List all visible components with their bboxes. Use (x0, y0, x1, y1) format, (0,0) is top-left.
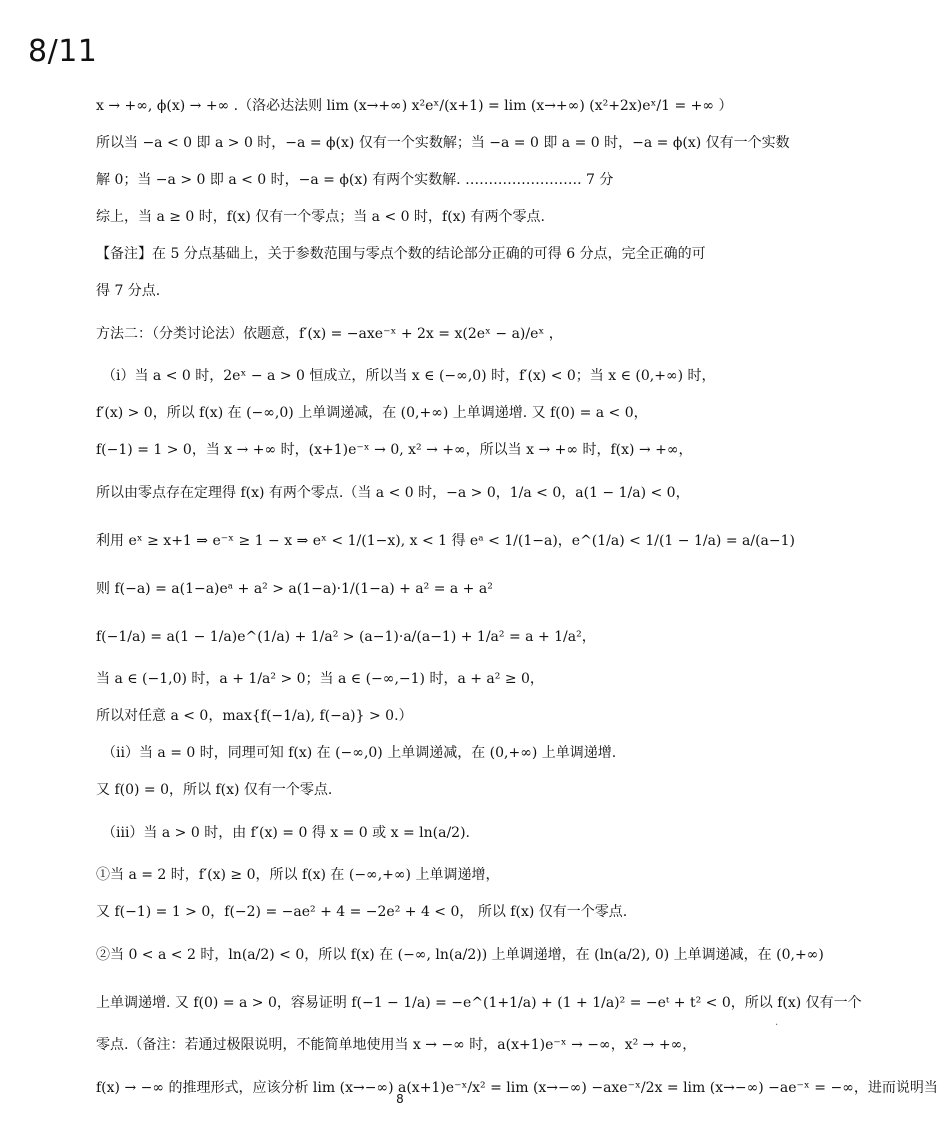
text-line: ②当 0 < a < 2 时，ln(a/2) < 0，所以 f(x) 在 (−∞, ln(a/2)) 上单调递增，在 (ln(a/2), 0) 上单调递减，在 (0,+∞) (96, 947, 824, 963)
text-line: f(x) → −∞ 的推理形式，应该分析 lim (x→−∞) a(x+1)e⁻ˣ/x² = lim (x→−∞) −axe⁻ˣ/2x = lim (x→−∞) −ae⁻ˣ = −∞，进而说明当 (96, 1080, 938, 1096)
text-line: 上单调递增. 又 f(0) = a > 0，容易证明 f(−1 − 1/a) = −e^(1+1/a) + (1 + 1/a)² = −eᵗ + t² < 0，所以 f(x) 仅有一个 (96, 995, 862, 1011)
text-line: 所以当 −a < 0 即 a > 0 时，−a = ϕ(x) 仅有一个实数解；当 −a = 0 即 a = 0 时，−a = ϕ(x) 仅有一个实数 (96, 135, 790, 151)
text-line: 当 a ∈ (−1,0) 时，a + 1/a² > 0；当 a ∈ (−∞,−1) 时，a + a² ≥ 0， (96, 671, 544, 687)
text-line: 零点.（备注：若通过极限说明，不能简单地使用当 x → −∞ 时，a(x+1)e⁻ˣ → −∞，x² → +∞， (96, 1037, 697, 1053)
text-line: 综上，当 a ≥ 0 时，f(x) 仅有一个零点；当 a < 0 时，f(x) 有两个零点. (96, 209, 545, 225)
text-line: 所以由零点存在定理得 f(x) 有两个零点.（当 a < 0 时，−a > 0，1/a < 0，a(1 − 1/a) < 0， (96, 485, 690, 501)
text-line: ①当 a = 2 时，f′(x) ≥ 0，所以 f(x) 在 (−∞,+∞) 上单调递增， (96, 867, 500, 883)
text-line: f′(x) > 0，所以 f(x) 在 (−∞,0) 上单调递减，在 (0,+∞) 上单调递增. 又 f(0) = a < 0， (96, 405, 648, 421)
page-number: 8 (396, 1092, 404, 1106)
page-counter: 8/11 (28, 34, 98, 69)
text-line: 则 f(−a) = a(1−a)eᵃ + a² > a(1−a)·1/(1−a) + a² = a + a² (96, 581, 493, 597)
text-line: f(−1/a) = a(1 − 1/a)e^(1/a) + 1/a² > (a−1)·a/(a−1) + 1/a² = a + 1/a²， (96, 629, 596, 645)
text-line: f(−1) = 1 > 0，当 x → +∞ 时，(x+1)e⁻ˣ → 0, x² → +∞，所以当 x → +∞ 时，f(x) → +∞， (96, 442, 693, 458)
text-line: 方法二：（分类讨论法）依题意，f′(x) = −axe⁻ˣ + 2x = x(2eˣ − a)/eˣ ， (96, 326, 563, 342)
text-line: 所以对任意 a < 0，max{f(−1/a), f(−a)} > 0.） (96, 708, 413, 724)
text-line: （iii）当 a > 0 时，由 f′(x) = 0 得 x = 0 或 x = ln(a/2). (102, 825, 470, 841)
document-body (96, 88, 938, 1112)
text-line: 又 f(0) = 0，所以 f(x) 仅有一个零点. (96, 782, 333, 798)
text-line: （i）当 a < 0 时，2eˣ − a > 0 恒成立，所以当 x ∈ (−∞,0) 时，f′(x) < 0；当 x ∈ (0,+∞) 时， (102, 368, 716, 384)
remark-line: 【备注】在 5 分点基础上，关于参数范围与零点个数的结论部分正确的可得 6 分点，完全正确的可 (96, 246, 706, 262)
text-line: 又 f(−1) = 1 > 0，f(−2) = −ae² + 4 = −2e² + 4 < 0， 所以 f(x) 仅有一个零点. (96, 904, 628, 920)
text-line: 利用 eˣ ≥ x+1 ⇒ e⁻ˣ ≥ 1 − x ⇒ eˣ < 1/(1−x), x < 1 得 eᵃ < 1/(1−a)，e^(1/a) < 1/(1 − 1/a) = a/(a−1) (96, 533, 795, 549)
text-line: （ii）当 a = 0 时，同理可知 f(x) 在 (−∞,0) 上单调递减，在 (0,+∞) 上单调递增. (102, 745, 617, 761)
remark-line: 得 7 分点. (96, 283, 161, 299)
text-line: 解 0；当 −a > 0 即 a < 0 时，−a = ϕ(x) 有两个实数解. ……………………. 7 分 (96, 172, 614, 188)
margin-mark: · (775, 1020, 779, 1031)
text-line: x → +∞, ϕ(x) → +∞ .（洛必达法则 lim (x→+∞) x²eˣ/(x+1) = lim (x→+∞) (x²+2x)eˣ/1 = +∞ ） (96, 98, 733, 114)
